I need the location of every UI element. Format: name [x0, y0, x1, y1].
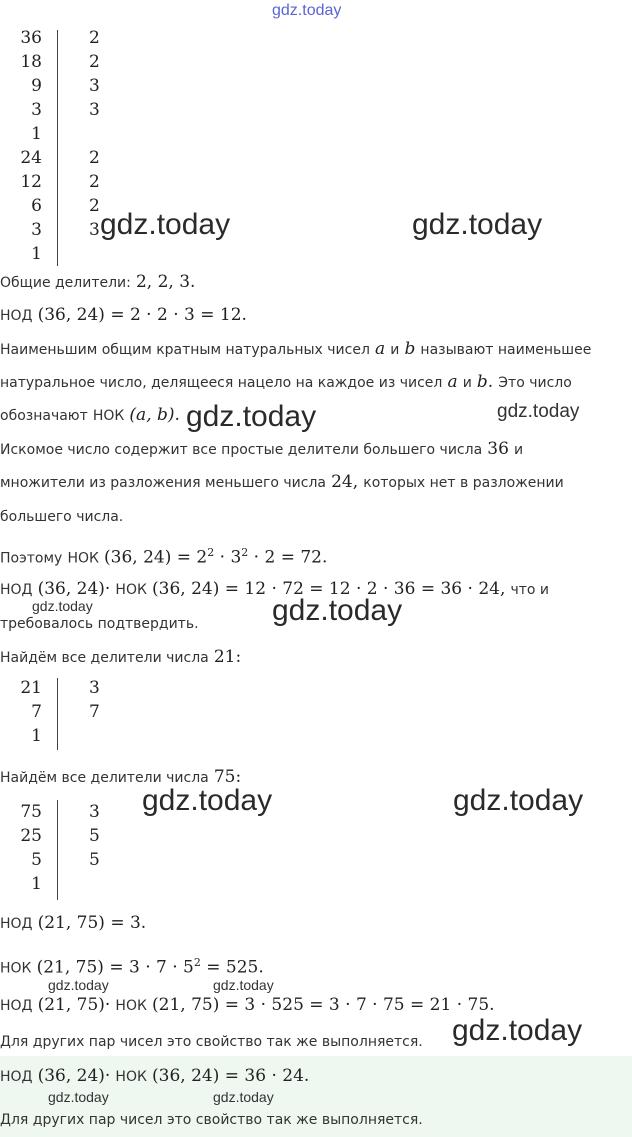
table-left-cell: 6 [31, 196, 42, 216]
product-line: НОД (36, 24)· НОК (36, 24) = 12 · 72 = 12 · 2 · 36 = 36 · 24, что и [0, 579, 550, 599]
table-left-cell: 1 [31, 874, 42, 894]
lcm-21-75-line: НОК (21, $75) = 3 \cdot 7 \cdot 5^2 = 525$. [0, 956, 264, 978]
final-other-pairs-line: Для других пар чисел это свойство так же выполняется. [0, 1112, 423, 1128]
watermark: gdz.today [452, 1014, 583, 1047]
table-left-cell: 18 [20, 52, 42, 72]
search-line-3: большего числа. [0, 509, 124, 525]
table-left-cell: 7 [31, 702, 42, 722]
table-left-cell: 36 [20, 28, 42, 48]
table-right-cell: 3 [89, 678, 100, 698]
watermark-small: gdz.today [213, 1089, 274, 1105]
gcd-21-75-line: НОД (21, 75) = 3. [0, 913, 147, 933]
lcm-definition-line-3: обозначают НОК (a, b). [0, 405, 180, 425]
watermark: gdz.today [142, 784, 273, 817]
search-line-1: Искомое число содержит все простые делители большего числа 36 и [0, 439, 524, 459]
factor-table-21 [0, 676, 120, 752]
table-left-cell: 9 [31, 76, 42, 96]
table-left-cell: 24 [20, 148, 42, 168]
table-right-cell: 5 [89, 826, 100, 846]
table-right-cell: 2 [89, 52, 100, 72]
table-right-cell: 3 [89, 802, 100, 822]
table-right-cell: 7 [89, 702, 100, 722]
watermark-small: gdz.today [48, 977, 109, 993]
common-divisors-line: Общие делители: 2, 2, 3. [0, 272, 196, 292]
watermark-medium: gdz.today [497, 401, 580, 422]
watermark: gdz.today [453, 784, 584, 817]
watermark-top: gdz.today [272, 2, 342, 19]
watermark: gdz.today [100, 208, 231, 241]
table-left-cell: 1 [31, 124, 42, 144]
table-left-cell: 1 [31, 244, 42, 264]
watermark-small: gdz.today [48, 1089, 109, 1105]
table-right-cell: 3 [89, 76, 100, 96]
product-21-75-line: НОД (21, 75)· НОК (21, 75) = 3 · 525 = 3 · 7 · 75 = 21 · 75. [0, 995, 495, 1015]
watermark-small: gdz.today [213, 977, 274, 993]
other-pairs-line: Для других пар чисел это свойство так же выполняется. [0, 1034, 423, 1050]
table-right-cell: 5 [89, 850, 100, 870]
lcm-line: Поэтому НОК (36, $24) = 2^2 \cdot 3^2 \cdot 2 = 72$. [0, 546, 328, 568]
find-75-line: Найдём все делители числа 75: [0, 767, 242, 787]
table-right-cell: 2 [89, 148, 100, 168]
table-right-cell: 3 [89, 220, 100, 240]
table-right-cell: 2 [89, 172, 100, 192]
table-left-cell: 5 [31, 850, 42, 870]
table-left-cell: 75 [20, 802, 42, 822]
table-left-cell: 3 [31, 100, 42, 120]
lcm-definition-line-1: Наименьшим общим кратным натуральных чисел a и b называют наименьшее [0, 339, 592, 359]
search-line-2: множители из разложения меньшего числа 24, которых нет в разложении [0, 472, 564, 492]
lcm-definition-line-2: натуральное число, делящееся нацело на каждое из чисел a и b. Это число [0, 372, 572, 392]
gcd-line: НОД (36, 24) = 2 · 2 · 3 = 12. [0, 305, 247, 325]
find-21-line: Найдём все делители числа 21: [0, 647, 242, 667]
watermark: gdz.today [412, 208, 543, 241]
watermark: gdz.today [272, 594, 403, 627]
table-right-cell: 2 [89, 28, 100, 48]
table-left-cell: 12 [20, 172, 42, 192]
table-left-cell: 3 [31, 220, 42, 240]
watermark-small: gdz.today [32, 598, 93, 614]
table-right-cell: 3 [89, 100, 100, 120]
watermark: gdz.today [186, 400, 317, 433]
table-left-cell: 21 [20, 678, 42, 698]
final-answer-line: НОД (36, 24)· НОК (36, 24) = 36 · 24. [0, 1066, 310, 1086]
table-left-cell: 25 [20, 826, 42, 846]
required-confirm-line: требовалось подтвердить. [0, 616, 199, 632]
factor-table-75 [0, 800, 120, 900]
table-left-cell: 1 [31, 726, 42, 746]
table-right-cell: 2 [89, 196, 100, 216]
